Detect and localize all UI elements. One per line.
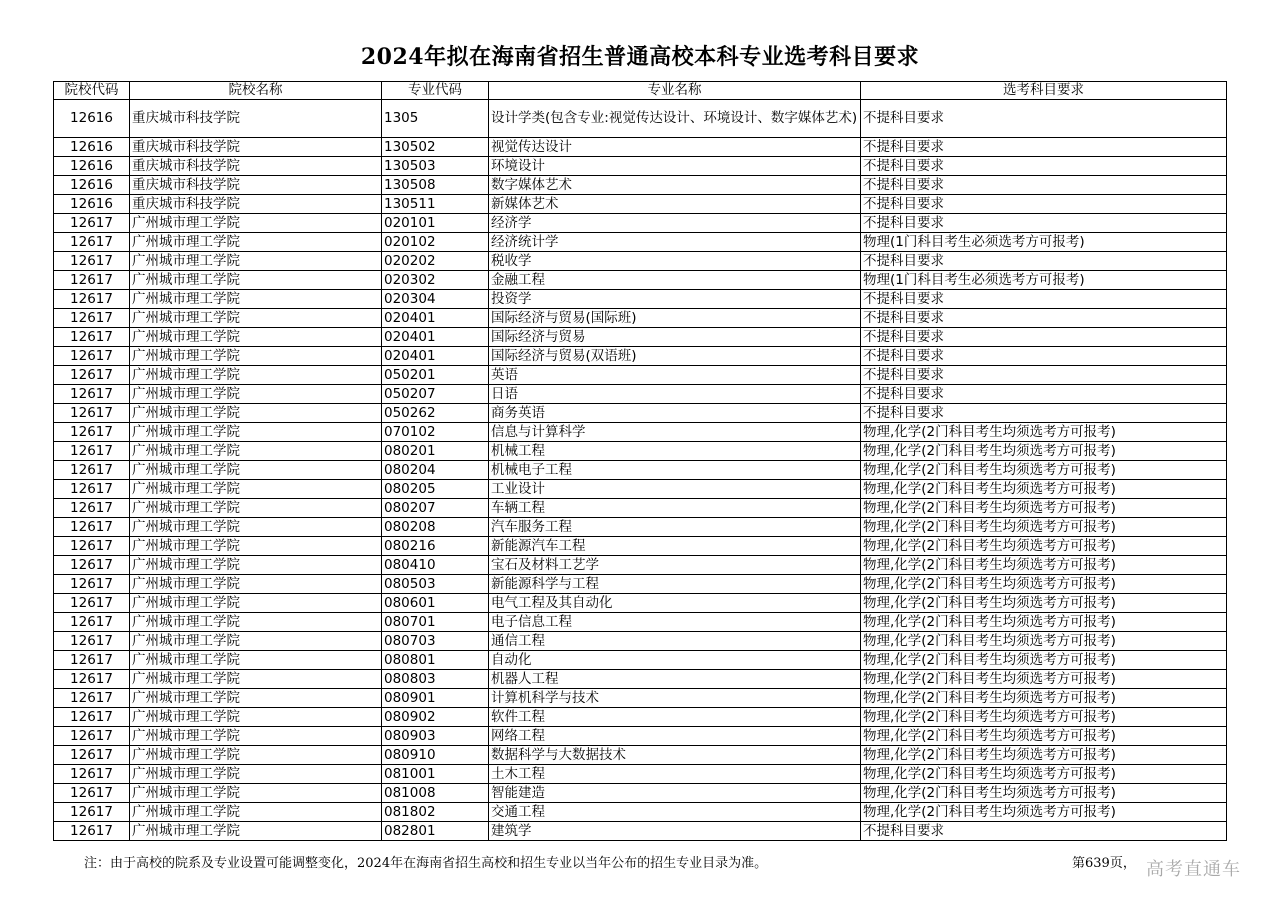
subject-requirement-cell: 物理,化学(2门科目考生均须选考方可报考) (861, 765, 1227, 784)
table-row (54, 157, 1227, 176)
header-major-name: 专业名称 (489, 82, 861, 100)
major-name-cell: 智能建造 (489, 784, 861, 803)
major-name-cell: 网络工程 (489, 727, 861, 746)
header-school-name: 院校名称 (130, 82, 382, 100)
school-code-cell: 12617 (54, 423, 130, 442)
table-row (54, 480, 1227, 499)
major-name-cell: 自动化 (489, 651, 861, 670)
major-name-cell: 工业设计 (489, 480, 861, 499)
table-row (54, 727, 1227, 746)
major-code-cell: 050207 (382, 385, 489, 404)
table-row (54, 347, 1227, 366)
table-row (54, 461, 1227, 480)
school-name-cell: 广州城市理工学院 (130, 803, 382, 822)
major-code-cell: 081001 (382, 765, 489, 784)
subject-requirement-cell: 不提科目要求 (861, 195, 1227, 214)
table-row (54, 575, 1227, 594)
major-code-cell: 081802 (382, 803, 489, 822)
subject-requirement-cell: 物理,化学(2门科目考生均须选考方可报考) (861, 442, 1227, 461)
school-code-cell: 12617 (54, 670, 130, 689)
subject-requirement-cell: 物理,化学(2门科目考生均须选考方可报考) (861, 670, 1227, 689)
school-name-cell: 广州城市理工学院 (130, 708, 382, 727)
subject-requirement-cell: 物理,化学(2门科目考生均须选考方可报考) (861, 518, 1227, 537)
subject-requirement-cell: 不提科目要求 (861, 214, 1227, 233)
major-name-cell: 机械电子工程 (489, 461, 861, 480)
school-name-cell: 重庆城市科技学院 (130, 100, 382, 138)
major-name-cell: 机器人工程 (489, 670, 861, 689)
school-code-cell: 12617 (54, 746, 130, 765)
major-name-cell: 设计学类(包含专业:视觉传达设计、环境设计、数字媒体艺术) (489, 100, 861, 138)
table-row (54, 385, 1227, 404)
major-name-cell: 金融工程 (489, 271, 861, 290)
header-subject-requirement: 选考科目要求 (861, 82, 1227, 100)
table-row (54, 499, 1227, 518)
table-row (54, 366, 1227, 385)
major-code-cell: 080204 (382, 461, 489, 480)
major-name-cell: 新能源科学与工程 (489, 575, 861, 594)
school-name-cell: 广州城市理工学院 (130, 233, 382, 252)
table-body (54, 100, 1227, 841)
major-code-cell: 050262 (382, 404, 489, 423)
school-name-cell: 广州城市理工学院 (130, 499, 382, 518)
major-name-cell: 机械工程 (489, 442, 861, 461)
major-name-cell: 车辆工程 (489, 499, 861, 518)
table-row (54, 233, 1227, 252)
school-code-cell: 12617 (54, 347, 130, 366)
major-code-cell: 020302 (382, 271, 489, 290)
subject-requirement-cell: 不提科目要求 (861, 328, 1227, 347)
school-code-cell: 12617 (54, 328, 130, 347)
major-code-cell: 080207 (382, 499, 489, 518)
subject-requirement-cell: 不提科目要求 (861, 157, 1227, 176)
major-name-cell: 国际经济与贸易(国际班) (489, 309, 861, 328)
subject-requirement-cell: 物理,化学(2门科目考生均须选考方可报考) (861, 423, 1227, 442)
major-name-cell: 信息与计算科学 (489, 423, 861, 442)
school-code-cell: 12616 (54, 195, 130, 214)
school-code-cell: 12617 (54, 366, 130, 385)
major-code-cell: 080901 (382, 689, 489, 708)
subject-requirement-cell: 物理(1门科目考生必须选考方可报考) (861, 233, 1227, 252)
subject-requirement-cell: 物理,化学(2门科目考生均须选考方可报考) (861, 613, 1227, 632)
school-name-cell: 重庆城市科技学院 (130, 195, 382, 214)
school-name-cell: 广州城市理工学院 (130, 784, 382, 803)
subject-requirement-cell: 不提科目要求 (861, 347, 1227, 366)
major-name-cell: 国际经济与贸易 (489, 328, 861, 347)
table-row (54, 765, 1227, 784)
major-code-cell: 080208 (382, 518, 489, 537)
major-name-cell: 新媒体艺术 (489, 195, 861, 214)
school-code-cell: 12617 (54, 233, 130, 252)
school-code-cell: 12617 (54, 499, 130, 518)
major-code-cell: 020102 (382, 233, 489, 252)
school-code-cell: 12617 (54, 271, 130, 290)
school-name-cell: 广州城市理工学院 (130, 765, 382, 784)
major-code-cell: 080910 (382, 746, 489, 765)
subject-requirement-cell: 物理,化学(2门科目考生均须选考方可报考) (861, 784, 1227, 803)
table-row (54, 708, 1227, 727)
school-name-cell: 广州城市理工学院 (130, 746, 382, 765)
requirements-table (53, 81, 1227, 841)
table-row (54, 689, 1227, 708)
school-name-cell: 广州城市理工学院 (130, 214, 382, 233)
school-name-cell: 广州城市理工学院 (130, 347, 382, 366)
major-code-cell: 080902 (382, 708, 489, 727)
school-name-cell: 广州城市理工学院 (130, 556, 382, 575)
school-code-cell: 12617 (54, 252, 130, 271)
table-row (54, 423, 1227, 442)
subject-requirement-cell: 物理,化学(2门科目考生均须选考方可报考) (861, 746, 1227, 765)
school-name-cell: 广州城市理工学院 (130, 480, 382, 499)
school-code-cell: 12617 (54, 309, 130, 328)
school-code-cell: 12617 (54, 461, 130, 480)
school-name-cell: 广州城市理工学院 (130, 670, 382, 689)
school-name-cell: 广州城市理工学院 (130, 271, 382, 290)
subject-requirement-cell: 物理,化学(2门科目考生均须选考方可报考) (861, 575, 1227, 594)
school-name-cell: 广州城市理工学院 (130, 575, 382, 594)
major-code-cell: 082801 (382, 822, 489, 841)
subject-requirement-cell: 物理,化学(2门科目考生均须选考方可报考) (861, 708, 1227, 727)
subject-requirement-cell: 物理,化学(2门科目考生均须选考方可报考) (861, 651, 1227, 670)
major-code-cell: 080903 (382, 727, 489, 746)
major-code-cell: 020401 (382, 309, 489, 328)
major-code-cell: 050201 (382, 366, 489, 385)
subject-requirement-cell: 物理,化学(2门科目考生均须选考方可报考) (861, 689, 1227, 708)
major-code-cell: 130508 (382, 176, 489, 195)
subject-requirement-cell: 不提科目要求 (861, 138, 1227, 157)
header-school-code: 院校代码 (54, 82, 130, 100)
school-code-cell: 12617 (54, 708, 130, 727)
major-code-cell: 080801 (382, 651, 489, 670)
table-row (54, 195, 1227, 214)
table-row (54, 537, 1227, 556)
major-name-cell: 数据科学与大数据技术 (489, 746, 861, 765)
major-name-cell: 商务英语 (489, 404, 861, 423)
school-name-cell: 广州城市理工学院 (130, 537, 382, 556)
school-name-cell: 广州城市理工学院 (130, 442, 382, 461)
school-name-cell: 广州城市理工学院 (130, 594, 382, 613)
school-name-cell: 广州城市理工学院 (130, 290, 382, 309)
watermark: 高考直通车 (1146, 859, 1241, 880)
major-name-cell: 交通工程 (489, 803, 861, 822)
major-code-cell: 020401 (382, 328, 489, 347)
major-name-cell: 经济学 (489, 214, 861, 233)
major-code-cell: 080601 (382, 594, 489, 613)
school-name-cell: 广州城市理工学院 (130, 461, 382, 480)
subject-requirement-cell: 物理,化学(2门科目考生均须选考方可报考) (861, 803, 1227, 822)
school-name-cell: 广州城市理工学院 (130, 822, 382, 841)
school-name-cell: 广州城市理工学院 (130, 651, 382, 670)
major-code-cell: 080701 (382, 613, 489, 632)
table-row (54, 100, 1227, 138)
table-row (54, 784, 1227, 803)
table-row (54, 404, 1227, 423)
table-row (54, 176, 1227, 195)
major-code-cell: 080703 (382, 632, 489, 651)
school-code-cell: 12617 (54, 765, 130, 784)
major-code-cell: 080216 (382, 537, 489, 556)
school-code-cell: 12617 (54, 651, 130, 670)
major-name-cell: 电子信息工程 (489, 613, 861, 632)
school-code-cell: 12616 (54, 138, 130, 157)
subject-requirement-cell: 不提科目要求 (861, 309, 1227, 328)
school-code-cell: 12617 (54, 385, 130, 404)
major-name-cell: 环境设计 (489, 157, 861, 176)
subject-requirement-cell: 物理,化学(2门科目考生均须选考方可报考) (861, 537, 1227, 556)
page-title: 2024年拟在海南省招生普通高校本科专业选考科目要求 (360, 44, 920, 70)
major-name-cell: 计算机科学与技术 (489, 689, 861, 708)
school-code-cell: 12617 (54, 442, 130, 461)
table-row (54, 594, 1227, 613)
subject-requirement-cell: 物理,化学(2门科目考生均须选考方可报考) (861, 632, 1227, 651)
major-code-cell: 130503 (382, 157, 489, 176)
major-name-cell: 国际经济与贸易(双语班) (489, 347, 861, 366)
school-code-cell: 12617 (54, 404, 130, 423)
major-code-cell: 080803 (382, 670, 489, 689)
table-header-row (54, 82, 1227, 100)
school-code-cell: 12617 (54, 537, 130, 556)
school-code-cell: 12617 (54, 290, 130, 309)
subject-requirement-cell: 不提科目要求 (861, 290, 1227, 309)
school-code-cell: 12617 (54, 480, 130, 499)
school-code-cell: 12617 (54, 613, 130, 632)
major-name-cell: 新能源汽车工程 (489, 537, 861, 556)
major-code-cell: 080201 (382, 442, 489, 461)
school-code-cell: 12617 (54, 727, 130, 746)
school-code-cell: 12617 (54, 822, 130, 841)
school-name-cell: 广州城市理工学院 (130, 385, 382, 404)
major-code-cell: 070102 (382, 423, 489, 442)
school-code-cell: 12616 (54, 157, 130, 176)
school-code-cell: 12617 (54, 518, 130, 537)
major-name-cell: 土木工程 (489, 765, 861, 784)
table-row (54, 822, 1227, 841)
table-row (54, 518, 1227, 537)
major-code-cell: 080503 (382, 575, 489, 594)
school-name-cell: 广州城市理工学院 (130, 328, 382, 347)
school-name-cell: 重庆城市科技学院 (130, 138, 382, 157)
table-row (54, 556, 1227, 575)
table-row (54, 138, 1227, 157)
major-name-cell: 建筑学 (489, 822, 861, 841)
school-name-cell: 广州城市理工学院 (130, 309, 382, 328)
table-row (54, 309, 1227, 328)
subject-requirement-cell: 不提科目要求 (861, 252, 1227, 271)
footnote: 注：由于高校的院系及专业设置可能调整变化，2024年在海南省招生高校和招生专业以当年公布的招生专业目录为准。 (84, 856, 768, 871)
school-name-cell: 广州城市理工学院 (130, 423, 382, 442)
major-code-cell: 020101 (382, 214, 489, 233)
major-code-cell: 020304 (382, 290, 489, 309)
major-code-cell: 130511 (382, 195, 489, 214)
major-code-cell: 020401 (382, 347, 489, 366)
school-code-cell: 12617 (54, 784, 130, 803)
subject-requirement-cell: 物理,化学(2门科目考生均须选考方可报考) (861, 727, 1227, 746)
subject-requirement-cell: 不提科目要求 (861, 100, 1227, 138)
subject-requirement-cell: 不提科目要求 (861, 385, 1227, 404)
major-code-cell: 020202 (382, 252, 489, 271)
page-number: 第639页， (1072, 856, 1136, 871)
school-name-cell: 广州城市理工学院 (130, 252, 382, 271)
school-name-cell: 广州城市理工学院 (130, 632, 382, 651)
school-name-cell: 广州城市理工学院 (130, 404, 382, 423)
major-name-cell: 电气工程及其自动化 (489, 594, 861, 613)
table-row (54, 670, 1227, 689)
major-code-cell: 130502 (382, 138, 489, 157)
school-name-cell: 重庆城市科技学院 (130, 176, 382, 195)
major-name-cell: 汽车服务工程 (489, 518, 861, 537)
school-name-cell: 重庆城市科技学院 (130, 157, 382, 176)
table-row (54, 803, 1227, 822)
major-name-cell: 数字媒体艺术 (489, 176, 861, 195)
school-code-cell: 12617 (54, 632, 130, 651)
table-row (54, 271, 1227, 290)
major-name-cell: 英语 (489, 366, 861, 385)
header-major-code: 专业代码 (382, 82, 489, 100)
table-row (54, 252, 1227, 271)
school-code-cell: 12617 (54, 214, 130, 233)
major-code-cell: 1305 (382, 100, 489, 138)
major-name-cell: 宝石及材料工艺学 (489, 556, 861, 575)
school-code-cell: 12617 (54, 556, 130, 575)
subject-requirement-cell: 物理,化学(2门科目考生均须选考方可报考) (861, 480, 1227, 499)
school-code-cell: 12616 (54, 100, 130, 138)
school-code-cell: 12617 (54, 594, 130, 613)
major-code-cell: 081008 (382, 784, 489, 803)
school-code-cell: 12616 (54, 176, 130, 195)
school-name-cell: 广州城市理工学院 (130, 518, 382, 537)
subject-requirement-cell: 不提科目要求 (861, 366, 1227, 385)
major-name-cell: 经济统计学 (489, 233, 861, 252)
major-name-cell: 投资学 (489, 290, 861, 309)
major-code-cell: 080205 (382, 480, 489, 499)
major-name-cell: 视觉传达设计 (489, 138, 861, 157)
table-row (54, 442, 1227, 461)
table-row (54, 651, 1227, 670)
subject-requirement-cell: 物理(1门科目考生必须选考方可报考) (861, 271, 1227, 290)
table-row (54, 613, 1227, 632)
major-name-cell: 日语 (489, 385, 861, 404)
table-row (54, 632, 1227, 651)
table-row (54, 746, 1227, 765)
major-name-cell: 软件工程 (489, 708, 861, 727)
school-code-cell: 12617 (54, 575, 130, 594)
major-code-cell: 080410 (382, 556, 489, 575)
table-row (54, 290, 1227, 309)
school-name-cell: 广州城市理工学院 (130, 366, 382, 385)
school-code-cell: 12617 (54, 689, 130, 708)
subject-requirement-cell: 不提科目要求 (861, 404, 1227, 423)
subject-requirement-cell: 物理,化学(2门科目考生均须选考方可报考) (861, 556, 1227, 575)
school-name-cell: 广州城市理工学院 (130, 613, 382, 632)
table-row (54, 328, 1227, 347)
table-row (54, 214, 1227, 233)
school-name-cell: 广州城市理工学院 (130, 727, 382, 746)
subject-requirement-cell: 不提科目要求 (861, 822, 1227, 841)
subject-requirement-cell: 物理,化学(2门科目考生均须选考方可报考) (861, 594, 1227, 613)
major-name-cell: 税收学 (489, 252, 861, 271)
major-name-cell: 通信工程 (489, 632, 861, 651)
school-name-cell: 广州城市理工学院 (130, 689, 382, 708)
subject-requirement-cell: 物理,化学(2门科目考生均须选考方可报考) (861, 499, 1227, 518)
subject-requirement-cell: 不提科目要求 (861, 176, 1227, 195)
subject-requirement-cell: 物理,化学(2门科目考生均须选考方可报考) (861, 461, 1227, 480)
school-code-cell: 12617 (54, 803, 130, 822)
